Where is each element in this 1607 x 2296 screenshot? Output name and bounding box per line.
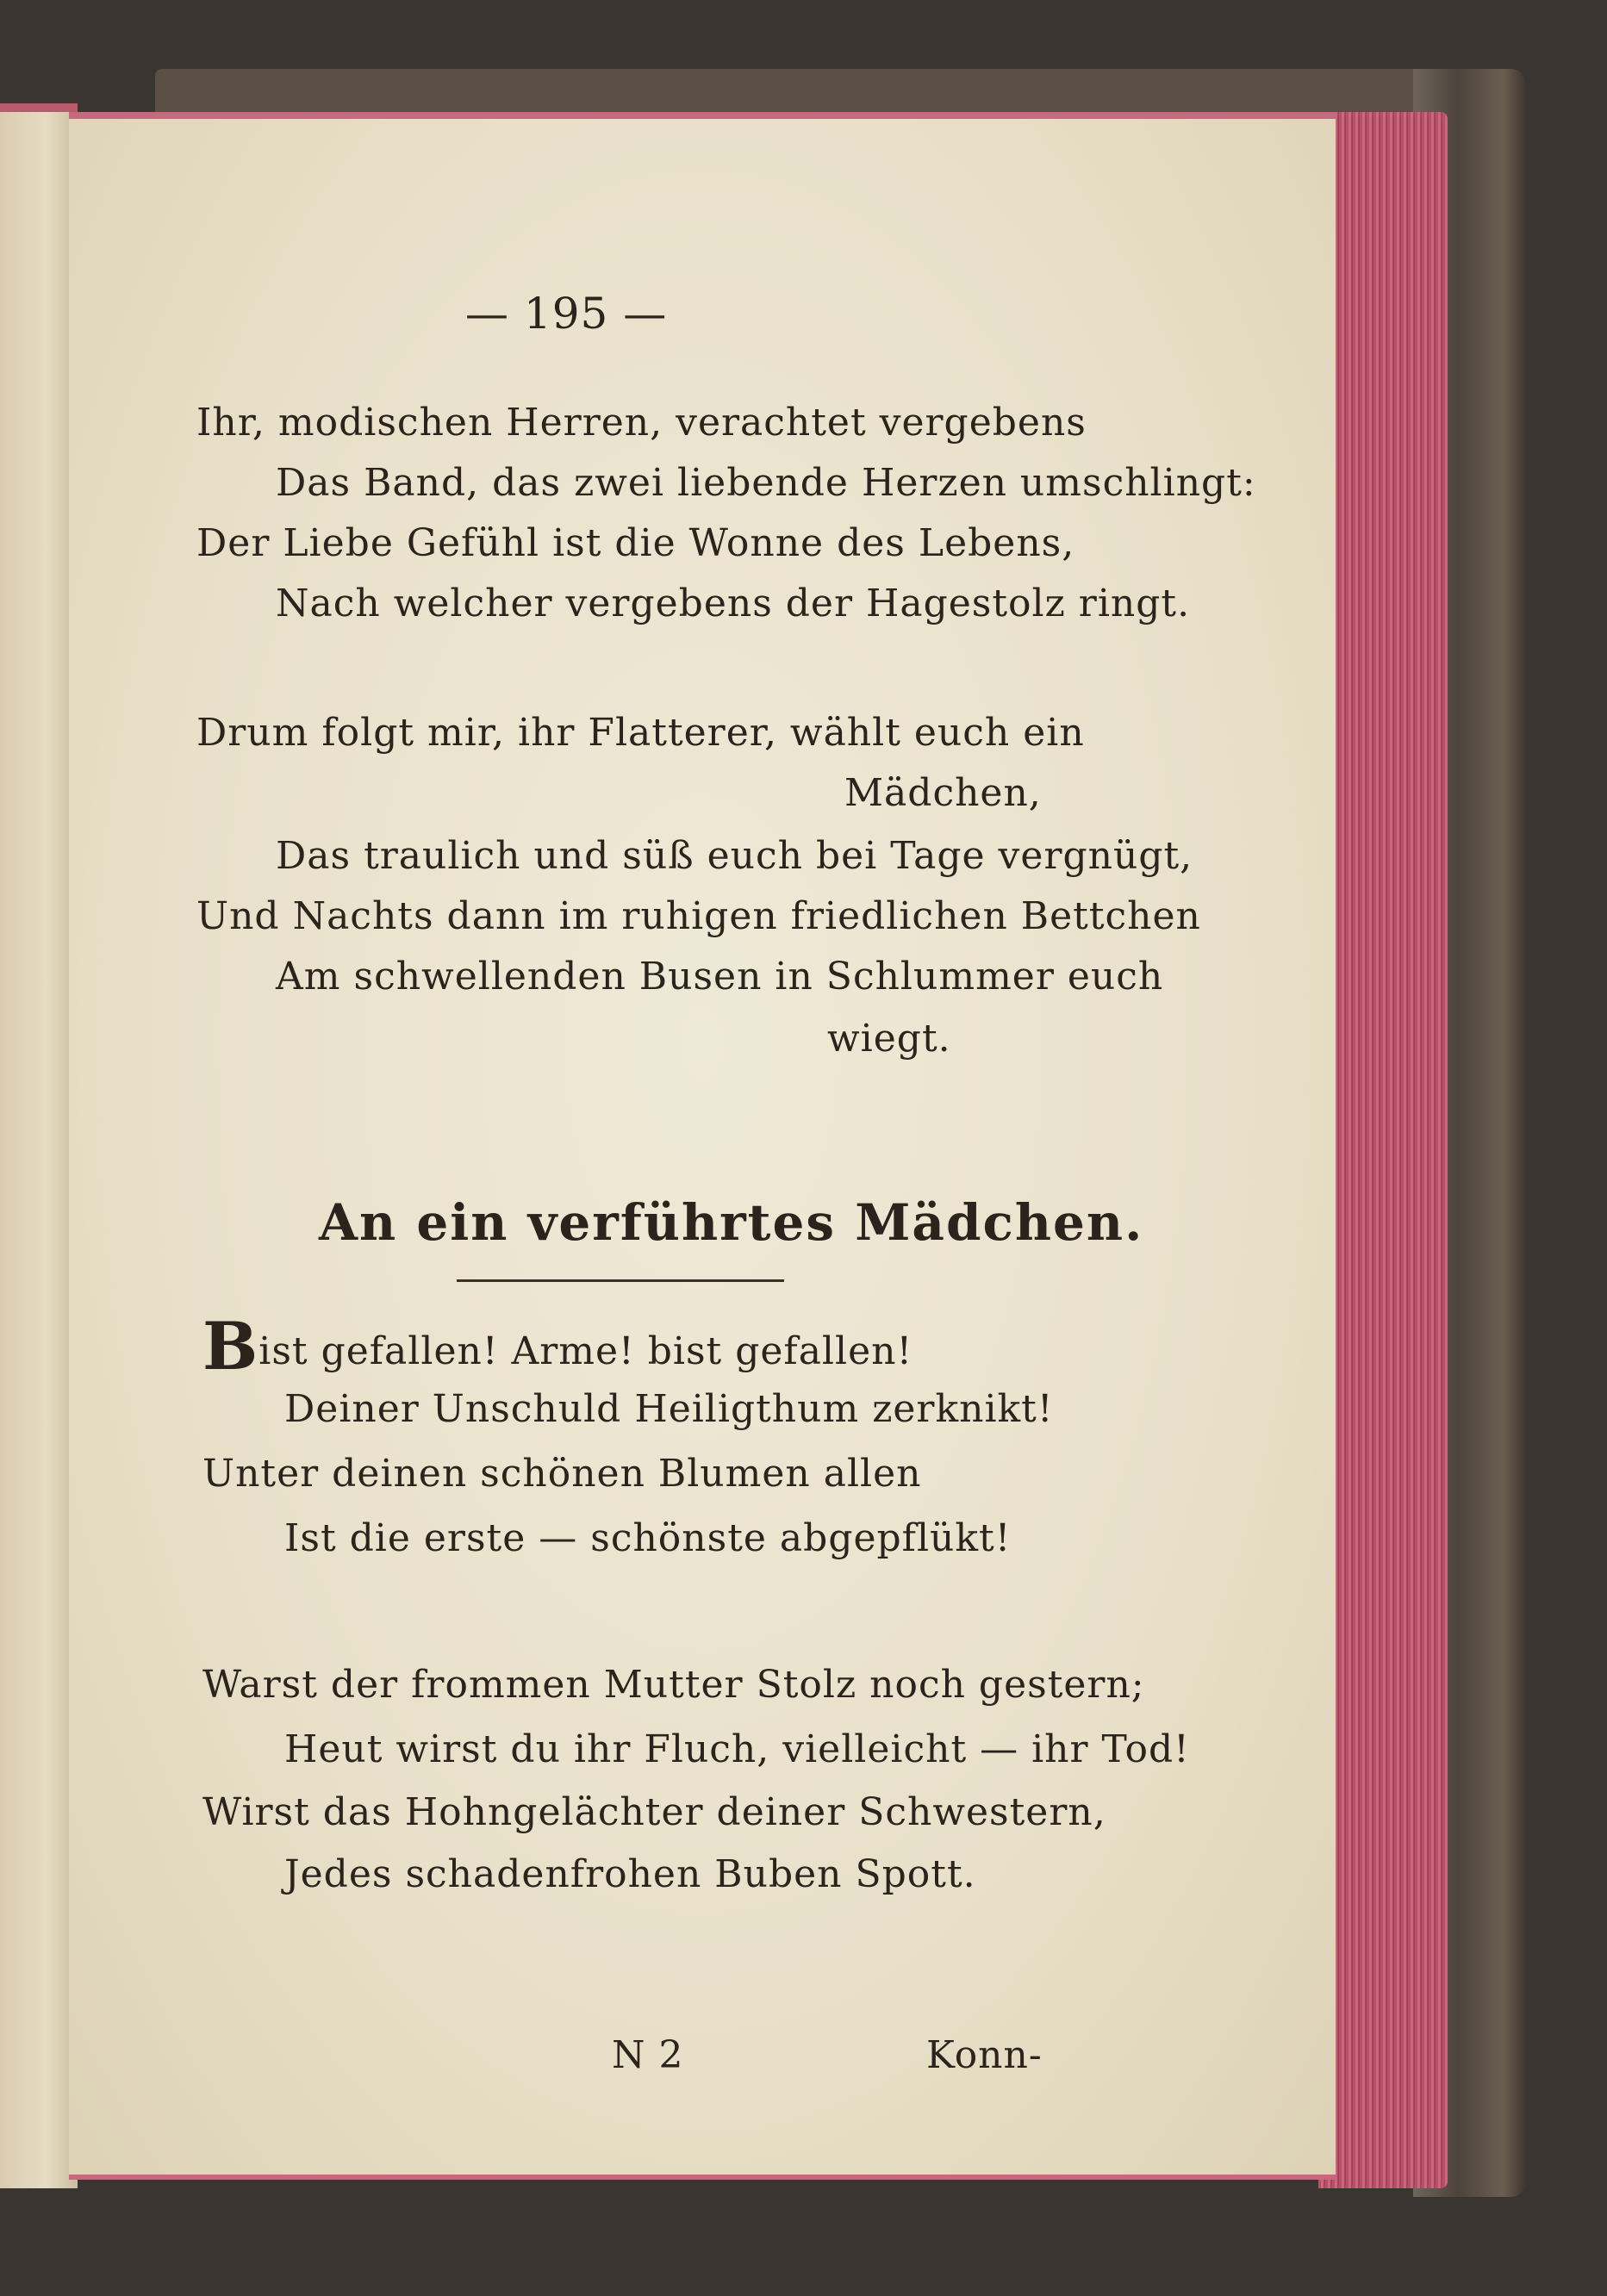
title-rule [457, 1279, 784, 1282]
verse-line: Das traulich und süß euch bei Tage vergnügt, [276, 834, 1193, 878]
verse-line: Nach welcher vergebens der Hagestolz ringt. [276, 582, 1191, 625]
drop-cap: B [202, 1308, 259, 1384]
signature-mark: N 2 [612, 2033, 684, 2077]
verse-line: Am schwellenden Busen in Schlummer euch [276, 955, 1164, 999]
verse-line: Heut wirst du ihr Fluch, vielleicht — ihr Tod! [284, 1727, 1190, 1771]
verse-line: Ihr, modischen Herren, verachtet vergebens [196, 401, 1087, 445]
catchword: Konn- [926, 2033, 1043, 2077]
left-page-edge [0, 103, 78, 2188]
verse-line: Und Nachts dann im ruhigen friedlichen Bettchen [196, 894, 1201, 938]
page-content [69, 112, 1336, 2180]
verse-line: Ist die erste — schönste abgepflükt! [284, 1516, 1012, 1560]
page-edges-red [1318, 112, 1448, 2188]
poem-title: An ein verführtes Mädchen. [319, 1193, 1144, 1252]
verse-line: Jedes schadenfrohen Buben Spott. [284, 1852, 976, 1896]
verse-line: Mädchen, [844, 771, 1042, 815]
verse-line: Warst der frommen Mutter Stolz noch gestern; [202, 1663, 1145, 1707]
verse-line: wiegt. [827, 1017, 951, 1061]
verse-line: Unter deinen schönen Blumen allen [202, 1452, 922, 1496]
verse-line: Deiner Unschuld Heiligthum zerknikt! [284, 1387, 1054, 1431]
verse-line: Drum folgt mir, ihr Flatterer, wählt euch ein [196, 711, 1085, 755]
verse-line [202, 1308, 913, 1384]
page-number: — 195 — [465, 289, 668, 339]
verse-line: Das Band, das zwei liebende Herzen umschlingt: [276, 461, 1256, 505]
book-page [69, 112, 1336, 2180]
verse-line: Wirst das Hohngelächter deiner Schwestern, [202, 1790, 1106, 1834]
first-line-text: ist gefallen! Arme! bist gefallen! [258, 1329, 913, 1373]
verse-line: Der Liebe Gefühl ist die Wonne des Lebens, [196, 521, 1075, 565]
